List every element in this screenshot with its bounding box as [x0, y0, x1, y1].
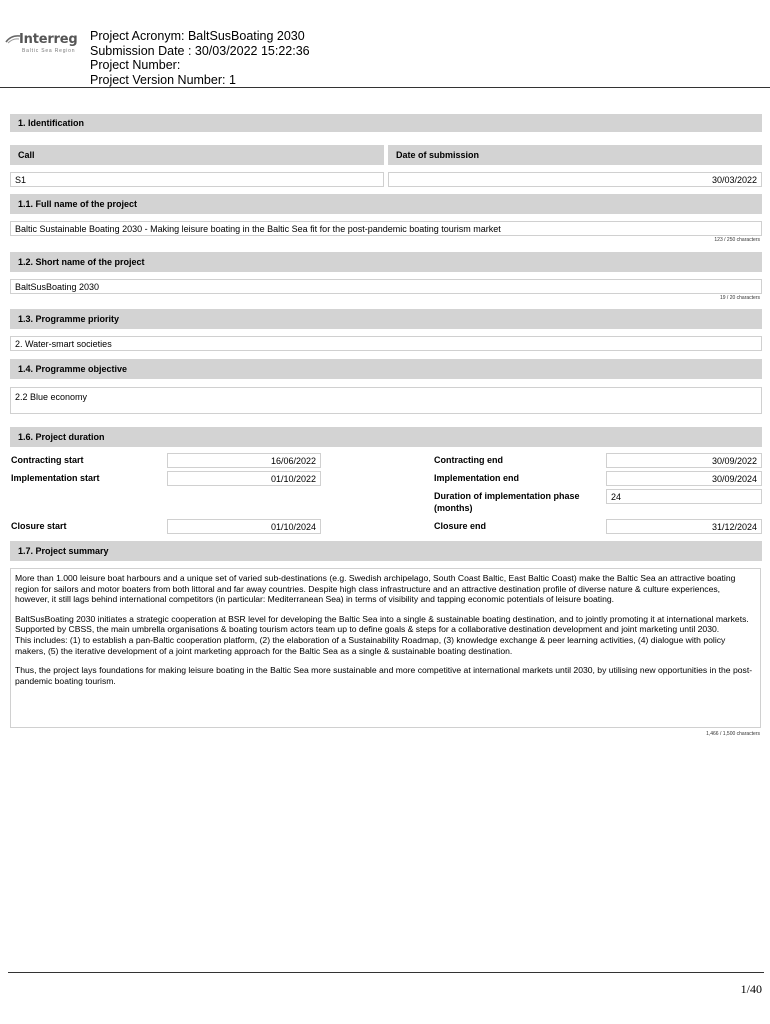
contracting-end-label: Contracting end	[434, 455, 503, 465]
project-number: Project Number:	[90, 58, 181, 72]
project-summary-field	[10, 568, 761, 728]
full-name-char-counter: 123 / 250 characters	[714, 237, 760, 243]
section-short-name-header: 1.2. Short name of the project	[10, 252, 762, 272]
summary-paragraph: This includes: (1) to establish a pan-Baltic cooperation platform, (2) the elaboration of a Sustainability Roadmap, (3) knowledge exchange & peer learning activities, (4) dialogue with policy makers, (5) the iterative development of a joint marketing approach for the Baltic Sea as a single & sustainable boating destination.	[15, 634, 726, 656]
closure-end-field: 31/12/2024	[606, 519, 762, 534]
objective-field: 2.2 Blue economy	[10, 387, 762, 414]
closure-start-label: Closure start	[11, 521, 67, 531]
call-header: Call	[10, 145, 384, 165]
document-header	[0, 0, 770, 88]
section-summary-header: 1.7. Project summary	[10, 541, 762, 561]
implementation-phase-label: Duration of implementation phase (months)	[434, 491, 580, 513]
interreg-logo	[5, 32, 78, 58]
summary-paragraph: BaltSusBoating 2030 initiates a strategic cooperation at BSR level for developing the Baltic Sea into a single & sustainable boating destination, and to jointly promoting it at international markets. Supported by CBSS, the main umbrella organisations & boating tourism actors team up to define goals & steps for a collaborative destination development and joint marketing until 2030.	[15, 613, 749, 635]
logo-text: Interreg	[19, 32, 78, 47]
closure-start-field: 01/10/2024	[167, 519, 321, 534]
logo-subtitle: Baltic Sea Region	[22, 48, 76, 54]
date-of-submission-field: 30/03/2022	[388, 172, 762, 187]
summary-paragraph: More than 1.000 leisure boat harbours and a unique set of varied sub-destinations (e.g. Swedish archipelago, South Coast Baltic, East Baltic Coast) make the Baltic Sea an attractive boating region for sailors and motor boaters from both littoral and far away countries. Despite high class infrastructure and an attractive destination profile of diverse nature & culture experiences, however, it still lags behind international competitors (in particular: Mediterranean Sea) in terms of visibility and tapping economic potentials of leisure boating.	[15, 573, 736, 605]
summary-paragraph: Thus, the project lays foundations for making leisure boating in the Baltic Sea more sustainable and more competitive at international markets until 2030, by utilising new opportunities in the post-pandemic boating tourism.	[15, 665, 753, 686]
short-name-field: BaltSusBoating 2030	[10, 279, 762, 294]
section-identification-header: 1. Identification	[10, 114, 762, 132]
implementation-start-label: Implementation start	[11, 473, 100, 483]
submission-date: Submission Date : 30/03/2022 15:22:36	[90, 43, 310, 58]
header-info	[90, 29, 310, 87]
priority-field: 2. Water-smart societies	[10, 336, 762, 351]
project-version: Project Version Number: 1	[90, 72, 236, 87]
full-name-field: Baltic Sustainable Boating 2030 - Making leisure boating in the Baltic Sea fit for the post-pandemic boating tourism market	[10, 221, 762, 236]
section-duration-header: 1.6. Project duration	[10, 427, 762, 447]
section-objective-header: 1.4. Programme objective	[10, 359, 762, 379]
footer-divider	[8, 972, 764, 973]
implementation-start-field: 01/10/2022	[167, 471, 321, 486]
project-acronym: Project Acronym: BaltSusBoating 2030	[90, 29, 305, 43]
closure-end-label: Closure end	[434, 521, 487, 531]
section-full-name-header: 1.1. Full name of the project	[10, 194, 762, 214]
summary-char-counter: 1,466 / 1,500 characters	[706, 731, 760, 737]
implementation-end-label: Implementation end	[434, 473, 520, 483]
short-name-char-counter: 19 / 20 characters	[719, 295, 760, 301]
contracting-end-field: 30/09/2022	[606, 453, 762, 468]
implementation-end-field: 30/09/2024	[606, 471, 762, 486]
section-priority-header: 1.3. Programme priority	[10, 309, 762, 329]
implementation-phase-field: 24	[606, 489, 762, 504]
contracting-start-field: 16/06/2022	[167, 453, 321, 468]
page-number: 1/40	[740, 982, 762, 996]
contracting-start-label: Contracting start	[11, 455, 84, 465]
call-field: S1	[10, 172, 384, 187]
date-of-submission-header: Date of submission	[388, 145, 762, 165]
